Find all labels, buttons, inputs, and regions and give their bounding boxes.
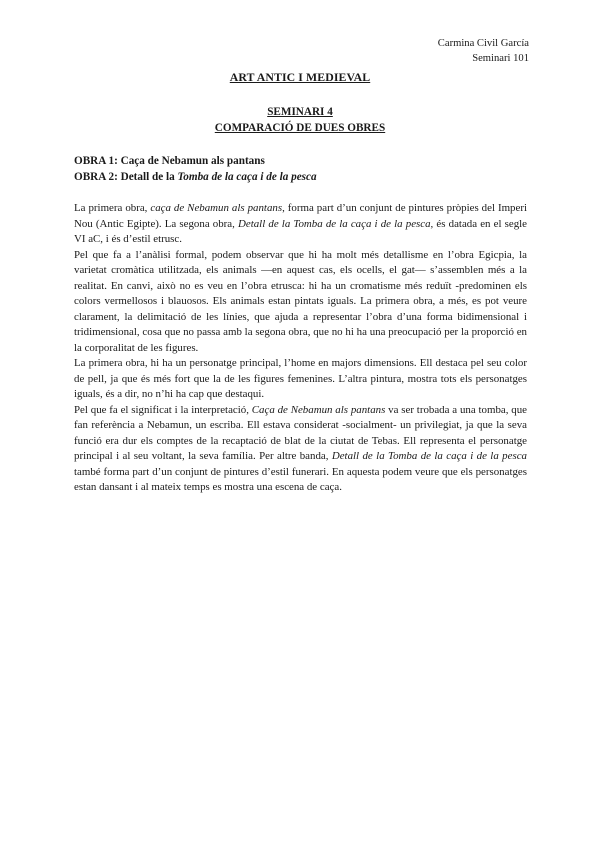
seminar-subtitle: COMPARACIÓ DE DUES OBRES [214,121,386,134]
paragraph-4-text-e: també forma part d’un conjunt de pintures d’estil funerari. En aquesta podem veure que els personatges estan dansant i al mateix temps es mostra una escena de caça. [74,465,527,493]
paragraph-1-italic-d: Detall de la Tomba de la caça i de la pesca, [238,217,434,230]
paragraph-1 [74,201,527,248]
author-name: Carmina Civil García [437,38,529,49]
paragraph-2: Pel que fa a l’anàlisi formal, podem observar que hi ha molt més detallisme en l’obra Egicpia, la varietat cromàtica utilitzada, els animals —en aquest cas, els ocells, el gat— s’assemblen més a la realitat. En canvi, això no es veu en l’obra etrusca: hi ha un cromatisme més reduït -predominen els colors vermellosos i blauosos. Els animals estan pintats iguals. La primera obra, a més, es pot veure clarament, la delimitació de les línies, que ajuda a representar l’obra d’una forma bidimensional i tridimensional, cosa que no passa amb la segona obra, que no hi ha una preocupació per la proporció en la corporalitat de les figures. [74,248,527,354]
paragraph-4-italic-d: Detall de la Tomba de la caça i de la pesca [331,450,527,462]
document-title: ART ANTIC I MEDIEVAL [229,70,371,84]
body-text [74,201,527,496]
paragraph-4-italic-b: Caça de Nebamun als pantans [251,403,386,416]
paragraph-1-text-a: La primera obra, [74,202,151,214]
page-header [438,36,529,66]
paragraph-1-italic-b: caça de Nebamun als pantans [150,202,283,214]
paragraph-4 [74,403,527,496]
paragraph-4-text-c: va ser trobada a una tomba, que fan referència a Nebamun, un escriba. Ell estava considerat -socialment- un privilegiat, ja que la seva funció era dur els comptes de la recaptació de blat de la ciutat de Tebas. Ell representa el personatge principal i al seu voltant, la seva família. Per altre banda, [74,403,528,462]
paragraph-1-text-e: és datada en el segle VI aC, i és d’estil etrusc. [74,217,527,245]
seminar-number: SEMINARI 4 [267,106,333,118]
work-2 [74,170,317,186]
work-2-label: OBRA 2: Detall de la [74,170,178,183]
work-1 [74,154,317,170]
seminar-heading [0,105,600,136]
paragraph-3: La primera obra, hi ha un personatge principal, l’home en majors dimensions. Ell destaca pel seu color de pell, ja que és més fort que la de les figures femenines. L’altra pintura, mostra tots els personatges iguals, és a dir, no n’hi ha cap que destaqui. [74,357,527,400]
paragraph-4-text-a: Pel que fa el significat i la interpretació, [74,403,252,416]
works-list [74,154,317,185]
paragraph-1-text-c: , forma part d’un conjunt de pintures pròpies del Imperi Nou (Antic Egipte). La segona obra, [74,202,527,230]
seminar-group: Seminari 101 [472,53,529,64]
work-2-title: Tomba de la caça i de la pesca [177,170,317,183]
work-1-label: OBRA 1: Caça de Nebamun als pantans [74,155,265,167]
